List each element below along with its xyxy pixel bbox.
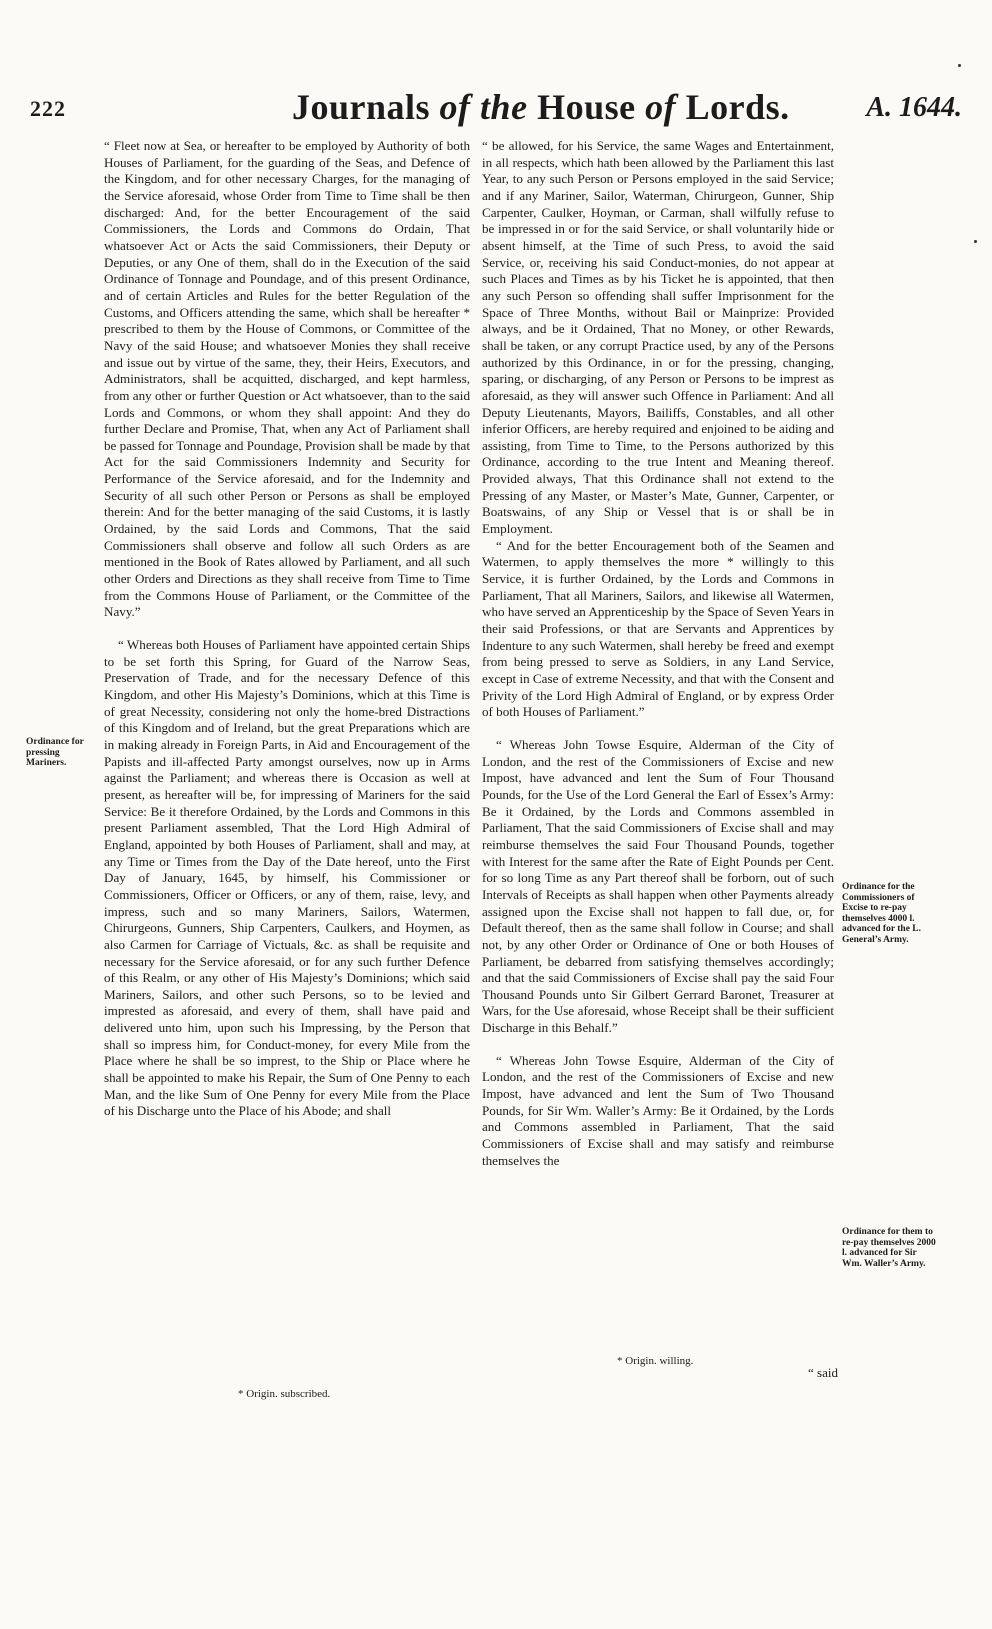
catchword: “ said [808, 1365, 838, 1380]
footnote-left: * Origin. subscribed. [238, 1388, 331, 1400]
footnote-right: * Origin. willing. [617, 1355, 694, 1367]
running-title: Journals of the House of Lords. [292, 87, 790, 127]
year: A. 1644. [866, 92, 962, 123]
running-header [0, 86, 992, 136]
paragraph: “ be allowed, for his Service, the same Wages and Entertainment, in all respects, which hath been allowed by the Parliament this last Year, to any such Person or Persons employed in the said Service; and if any Mariner, Sailor, Waterman, Chirurgeon, Gunner, Ship Carpenter, Caulker, Hoyman, or Carman, shall wilfully refuse to be impressed in or for the said Service, or shall voluntarily hide or absent himself, at the Time of such Press, to avoid the said Service, or, receiving his said Conduct-monies, do not appear at such Places and Times as by his Ticket he is appointed, that then any such Person so offending shall suffer Imprisonment for the Space of Three Months, without Bail or Mainprize: Provided always, and be it Ordained, That no Money, or other Rewards, shall be taken, or any corrupt Practice used, by any of the Persons authorized by this Ordinance, in or for the pressing, changing, sparing, or discharging, of any Person or Persons to be imprest as aforesaid, as they will answer such Offence in Parliament: And all Deputy Lieutenants, Mayors, Bailiffs, Constables, and all other inferior Officers, are hereby required and enjoined to be aiding and assisting, from Time to Time, to the Persons authorized by this Ordinance, according to the true Intent and Meaning thereof. Provided always, That this Ordinance shall not extend to the Pressing of any Master, or Master’s Mate, Gunner, Carpenter, or Boatswains, of any Ship or Vessel that is or shall be in Employment. [482, 138, 834, 537]
margin-note-waller-army: Ordinance for them to re-pay themselves 2000 l. advanced for Sir Wm. Waller’s Army. [842, 1227, 936, 1269]
paragraph: “ Whereas John Towse Esquire, Alderman of the City of London, and the rest of the Commissioners of Excise and new Impost, have advanced and lent the Sum of Two Thousand Pounds, for Sir Wm. Waller’s Army: Be it Ordained, by the Lords and Commons assembled in Parliament, That the said Commissioners of Excise shall and may satisfy and reimburse themselves the [482, 1052, 834, 1168]
paragraph: “ Whereas John Towse Esquire, Alderman of the City of London, and the rest of the Commissioners of Excise and new Impost, have advanced and lent the Sum of Four Thousand Pounds, for the Use of the Lord General the Earl of Essex’s Army: Be it Ordained, by the Lords and Commons assembled in Parliament, That the said Commissioners of Excise shall and may reimburse themselves the said Four Thousand Pounds, together with Interest for the same after the Rate of Eight Pounds per Cent. for so long Time as any Part thereof shall be forborn, out of such Intervals of Receipts as shall happen when other Payments already assigned upon the Excise shall not happen to fall due, or, for Default thereof, then as the same shall follow in Course; and shall not, by any other Order or Ordinance of One or both Houses of Parliament, be debarred from satisfying themselves accordingly; and that the said Commissioners of Excise shall pay the said Four Thousand Pounds unto Sir Gilbert Gerrard Baronet, Treasurer at Wars, for the Use aforesaid, whose Receipt shall be their sufficient Discharge in this Behalf.” [482, 736, 834, 1036]
paragraph: “ And for the better Encouragement both of the Seamen and Watermen, to apply themselves the more * willingly to this Service, it is further Ordained, by the Lords and Commons in Parliament, That all Mariners, Sailors, and likewise all Watermen, who have served an Apprenticeship by the Space of Seven Years in their said Professions, or that are Servants and Apprentices by Indenture to any such Watermen, shall hereby be freed and exempt from being pressed to serve as Soldiers, in any Land Service, except in Case of extreme Necessity, and that with the Consent and Privity of the Lord High Admiral of England, or by express Order of both Houses of Parliament.” [482, 537, 834, 720]
page-speck [958, 64, 961, 67]
right-column [482, 138, 834, 1169]
margin-note-pressing-mariners: Ordinance for pressing Mariners. [26, 737, 84, 768]
left-column [104, 138, 470, 1120]
page-speck [974, 240, 977, 243]
page-number: 222 [30, 96, 66, 121]
paragraph: “ Whereas both Houses of Parliament have appointed certain Ships to be set forth this Spring, for Guard of the Narrow Seas, Preservation of Trade, and for the necessary Defence of this Kingdom, and other His Majesty’s Dominions, which at this Time is of great Necessity, considering not only the home-bred Distractions of this Kingdom and of Ireland, but the great Preparations which are in making already in Foreign Parts, in Aid and Encouragement of the Papists and ill-affected Party amongst ourselves, now up in Arms against the Parliament; and whereas there is Occasion as well at present, as hereafter will be, for impressing of Mariners for the said Service: Be it therefore Ordained, by the Lords and Commons in this present Parliament assembled, That the Lord High Admiral of England, appointed by both Houses of Parliament, shall and may, at any Time or Times from the Day of the Date hereof, unto the First Day of January, 1645, by himself, his Commissioner or Commissioners, Officer or Officers, or any of them, raise, levy, and impress, such and so many Mariners, Sailors, Watermen, Chirurgeons, Gunners, Ship Carpenters, Caulkers, and Hoymen, as also Carmen for Carriage of Victuals, &c. as shall be requisite and necessary for the Service aforesaid, or for any such further Defence of this Realm, or any other of His Majesty’s Dominions; which said Mariners, Sailors, and other such Persons, so to be levied and imprested as aforesaid, and every of them, shall have paid and delivered unto him, upon such his Impressing, by the Person that shall so impress him, for Conduct-money, for every Mile from the Place where he shall be so imprest, to the Ship or Place where he shall be appointed to make his Repair, the Sum of One Penny to each Man, and the like Sum of One Penny for every Mile from the Place of his Discharge unto the Place of his Abode; and shall [104, 637, 470, 1119]
paragraph: “ Fleet now at Sea, or hereafter to be employed by Authority of both Houses of Parliament, for the guarding of the Seas, and Defence of the Kingdom, and for other necessary Charges, for the managing of the Service aforesaid, whose Order from Time to Time shall be then discharged: And, for the better Encouragement of the said Commissioners, the Lords and Commons do Ordain, That whatsoever Act or Acts the said Commissioners, their Deputy or Deputies, or any One of them, shall do in the Execution of the said Ordinance of Tonnage and Poundage, and of this present Ordinance, and of certain Articles and Rules for the better Regulation of the Customs, and Officers attending the same, which shall be hereafter * prescribed to them by the House of Commons, or Committee of the Navy of the said House; and whatsoever Monies they shall receive and issue out by virtue of the same, they, their Heirs, Executors, and Administrators, shall be acquitted, discharged, and kept harmless, from any other or further Question or Act whatsoever, than to the said Lords and Commons, or whom they shall appoint: And they do further Declare and Promise, That, when any Act of Parliament shall be passed for Tonnage and Poundage, Provision shall be made by that Act for the said Commissioners Indemnity and Security for Performance of the Service aforesaid, and for the Indemnity and Security of all such other Person or Persons as shall be employed therein: And for the better managing of the said Customs, it is lastly Ordained, by the said Lords and Commons, That the said Commissioners shall observe and follow all such Orders as are mentioned in the Book of Rates allowed by Parliament, and all such other Orders and Directions as they shall receive from Time to Time from the Commons House of Parliament, or the Committee of the Navy.” [104, 138, 470, 620]
margin-note-essex-army: Ordinance for the Commissioners of Excise to re-pay themselves 4000 l. advanced for the L. General’s Army. [842, 882, 921, 945]
